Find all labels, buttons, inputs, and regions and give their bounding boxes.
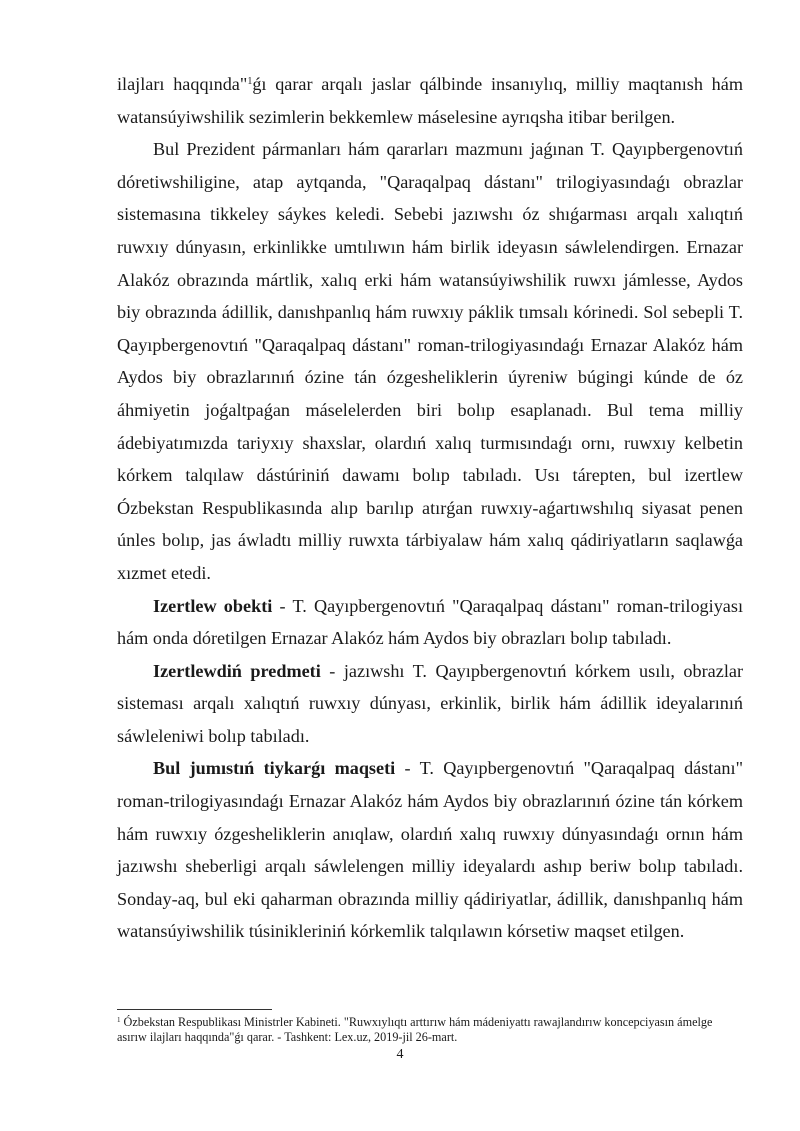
- footnote-marker: 1: [117, 1016, 121, 1024]
- page-body: [117, 68, 743, 948]
- paragraph-research-subject: [117, 655, 743, 753]
- paragraph-continuation: [117, 68, 743, 133]
- footnote-reference[interactable]: 1: [247, 76, 253, 87]
- research-goal-text: - T. Qayıpbergenovtıń "Qaraqalpaq dástanı" roman-trilogiyasındaǵı Ernazar Alakóz hám Aydos biy obrazlarınıń ózine tán kórkem hám ruwxıy ózgesheliklerin anıqlaw, olardıń xalıq ruwxıy dúnyasındaǵı ornın hám jazıwshı sheberligi arqalı sáwlelengen milliy ideyalardı ashıp beriw bolıp tabıladı. Sonday-aq, bul eki qaharman obrazında milliy qádiriyatlar, ádillik, danıshpanlıq hám watansúyiwshilik túsinikleriniń kórkemlik talqılawın kórsetiw maqset etilgen.: [117, 758, 744, 942]
- paragraph-text: ilajları haqqında": [117, 74, 248, 94]
- research-object-text: - T. Qayıpbergenovtıń "Qaraqalpaq dástanı" roman-trilogiyası hám onda dóretilgen Ernazar Alakóz hám Aydos biy obrazları bolıp tabıladı.: [117, 595, 743, 649]
- page-number: 4: [396, 1047, 404, 1062]
- footnote: [117, 1015, 743, 1045]
- paragraph-research-object: [117, 590, 743, 655]
- paragraph-presidential-decrees: Bul Prezident pármanları hám qararları mazmunı jaǵınan T. Qayıpbergenovtıń dóretiwshiligine, atap aytqanda, "Qaraqalpaq dástanı" trilogiyasındaǵı obrazlar sistemasına tikkeley sáykes keledi. Sebebi jazıwshı óz shıǵarması arqalı xalıqtıń ruwxıy dúnyasın, erkinlikke umtılıwın hám birlik ideyasın sáwlelendirgen. Ernazar Alakóz obrazında mártlik, xalıq erki hám watansúyiwshilik ruwxı jámlesse, Aydos biy obrazında ádillik, danıshpanlıq hám ruwxıy páklik tımsalı kórinedi. Sol sebepli T. Qayıpbergenovtıń "Qaraqalpaq dástanı" roman-trilogiyasındaǵı Ernazar Alakóz hám Aydos biy obrazlarınıń ózine tán ózgesheliklerin úyreniw búgingi kúnde de óz áhmiyetin joǵaltpaǵan máselelerden biri bolıp esaplanadı. Bul tema milliy ádebiyatımızda tariyxıy shaxslar, olardıń xalıq turmısındaǵı ornı, ruwxıy kelbetin kórkem talqılaw dástúriniń dawamı bolıp tabıladı. Usı tárepten, bul izertlew Ózbekstan Respublikasında alıp barılıp atırǵan ruwxıy-aǵartıwshılıq siyasat penen únles bolıp, jas áwladtı milliy ruwxta tárbiyalaw hám xalıq qádiriyatların saqlawǵa xızmet etedi.: [117, 139, 743, 583]
- research-object-heading: Izertlew obekti: [153, 595, 273, 616]
- paragraph-text: ǵı qarar arqalı jaslar qálbinde insanıylıq, milliy maqtanısh hám watansúyiwshilik sezimlerin bekkemlew máselesine ayrıqsha itibar berilgen.: [117, 74, 743, 127]
- research-goal-heading: Bul jumıstıń tiykarǵı maqseti: [153, 758, 396, 779]
- research-subject-heading: Izertlewdiń predmeti: [153, 660, 321, 681]
- footnote-separator: [117, 1009, 272, 1010]
- research-subject-text: - jazıwshı T. Qayıpbergenovtıń kórkem usılı, obrazlar sisteması arqalı xalıqtıń ruwxıy dúnyası, erkinlik, birlik hám ádillik ideyalarınıń sáwleleniwi bolıp tabıladı.: [117, 660, 744, 746]
- paragraph-research-goal: [117, 752, 743, 948]
- footnote-text: Ózbekstan Respublikası Ministrler Kabineti. "Ruwxıylıqtı arttırıw hám mádeniyattı rawajlandırıw koncepciyasın ámelge asırıw ilajları haqqında"ǵı qarar. - Tashkent: Lex.uz, 2019-jil 26-mart.: [117, 1015, 713, 1044]
